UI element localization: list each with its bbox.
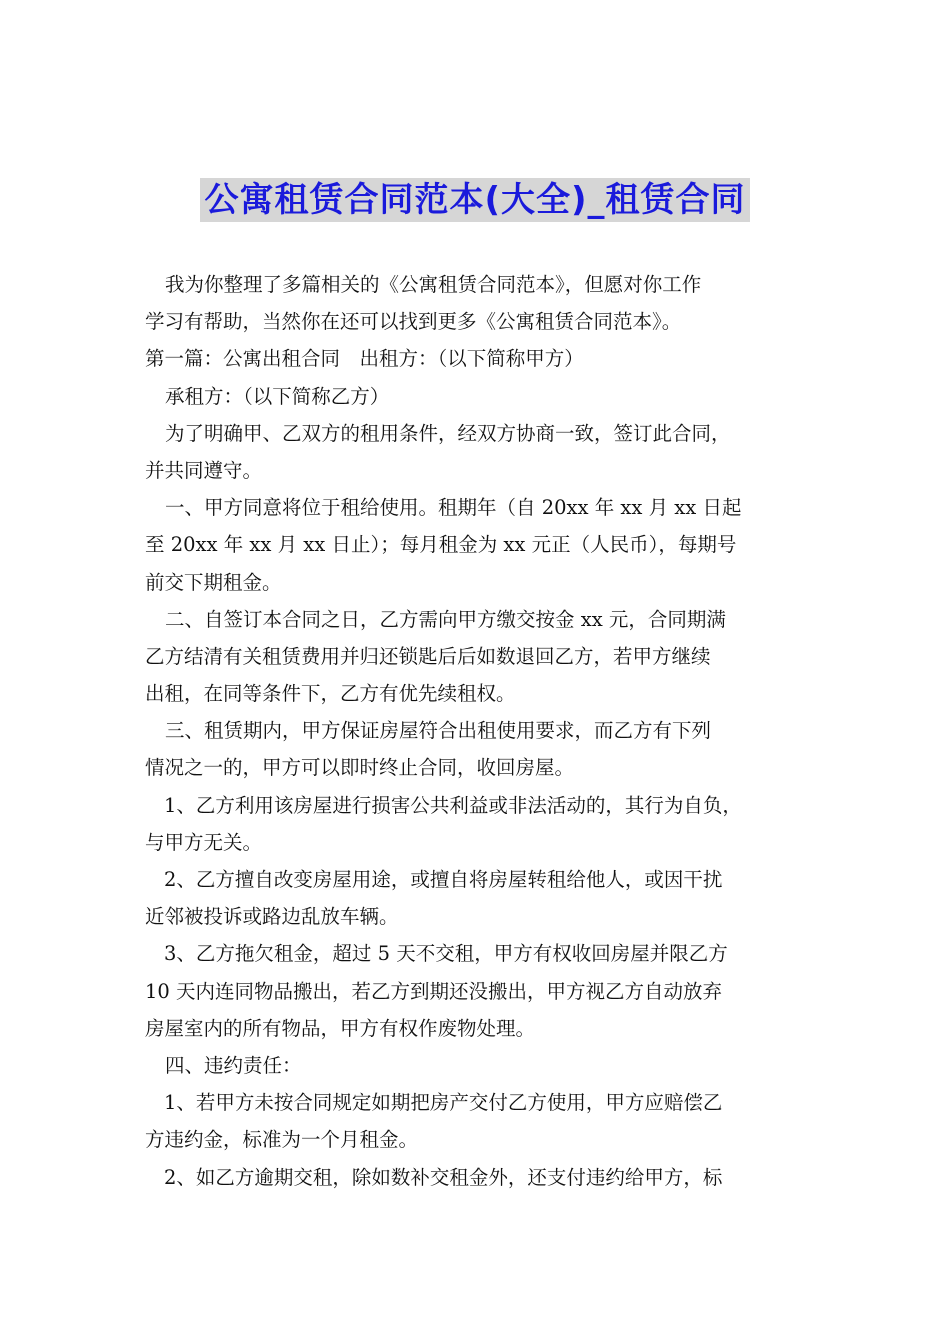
paragraph-line: 1、若甲方未按合同规定如期把房产交付乙方使用，甲方应赔偿乙 — [164, 1091, 723, 1115]
document-body — [145, 266, 813, 1196]
title-container — [0, 178, 950, 222]
paragraph-line: 2、乙方擅自改变房屋用途，或擅自将房屋转租给他人，或因干扰 — [164, 868, 723, 891]
paragraph-line: 方违约金，标准为一个月租金。 — [145, 1128, 419, 1152]
paragraph-line: 并共同遵守。 — [145, 458, 263, 482]
paragraph-line: 与甲方无关。 — [145, 830, 263, 854]
paragraph-line: 房屋室内的所有物品，甲方有权作废物处理。 — [145, 1016, 536, 1040]
paragraph-line: 学习有帮助，当然你在还可以找到更多《公寓租赁合同范本》。 — [145, 310, 682, 334]
paragraph-line: 3、乙方拖欠租金，超过 5 天不交租，甲方有权收回房屋并限乙方 — [164, 942, 728, 966]
paragraph-line: 第一篇：公寓出租合同 出租方：（以下简称甲方） — [145, 347, 584, 371]
document-title: 公寓租赁合同范本(大全)_租赁合同 — [200, 178, 749, 222]
paragraph-line: 三、租赁期内，甲方保证房屋符合出租使用要求，而乙方有下列 — [165, 719, 712, 743]
paragraph-line: 承租方：（以下简称乙方） — [165, 384, 390, 408]
paragraph-line: 10 天内连同物品搬出，若乙方到期还没搬出，甲方视乙方自动放弃 — [145, 979, 723, 1003]
paragraph-line: 2、如乙方逾期交租，除如数补交租金外，还支付违约给甲方，标 — [164, 1165, 723, 1189]
paragraph-line: 二、自签订本合同之日，乙方需向甲方缴交按金 xx 元，合同期满 — [165, 607, 726, 631]
paragraph-line: 至 20xx 年 xx 月 xx 日止）；每月租金为 xx 元正（人民币），每期号 — [145, 533, 737, 557]
paragraph-line: 近邻被投诉或路边乱放车辆。 — [145, 905, 399, 929]
paragraph-line: 我为你整理了多篇相关的《公寓租赁合同范本》，但愿对你工作 — [165, 273, 702, 296]
paragraph-line: 前交下期租金。 — [145, 570, 282, 594]
paragraph-line: 情况之一的，甲方可以即时终止合同，收回房屋。 — [145, 756, 575, 780]
paragraph-line: 一、甲方同意将位于租给使用。租期年（自 20xx 年 xx 月 xx 日起 — [165, 496, 742, 520]
paragraph-line: 1、乙方利用该房屋进行损害公共利益或非法活动的，其行为自负， — [164, 793, 742, 817]
paragraph-line: 乙方结清有关租赁费用并归还锁匙后后如数退回乙方，若甲方继续 — [145, 644, 711, 668]
paragraph-line: 四、违约责任： — [165, 1053, 302, 1077]
paragraph-line: 出租，在同等条件下，乙方有优先续租权。 — [145, 682, 516, 706]
paragraph-line: 为了明确甲、乙双方的租用条件，经双方协商一致，签订此合同， — [165, 421, 731, 445]
